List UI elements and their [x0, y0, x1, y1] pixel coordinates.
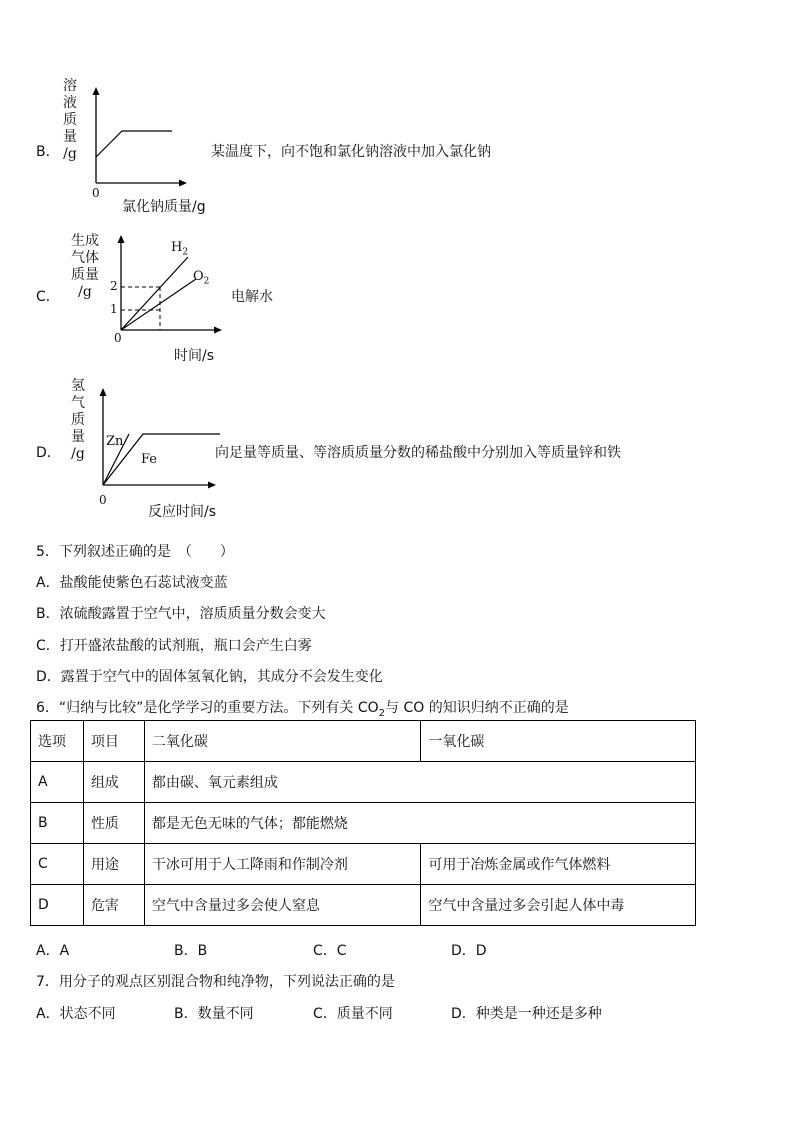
y-label-char: /g: [63, 146, 77, 162]
y-axis-label: [60, 78, 80, 163]
x-axis-arrow: [179, 180, 187, 187]
graph-c: [100, 230, 230, 340]
curve-mass: [96, 131, 172, 157]
stem-text: 6．“归纳与比较”是化学学习的重要方法。下列有关 CO: [36, 700, 379, 716]
y-label-char: 质: [63, 112, 77, 128]
series-label-o2: [193, 269, 209, 287]
y-label-line: 质量: [71, 267, 99, 283]
x-axis-label: 氯化钠质量/g: [122, 199, 206, 215]
header-cell: 一氧化碳: [421, 721, 696, 762]
tick-label-1: 1: [110, 302, 118, 316]
series-label-text: H: [171, 240, 183, 255]
header-cell: 项目: [83, 721, 144, 762]
header-cell: 选项: [31, 721, 84, 762]
y-label-char: /g: [71, 446, 85, 462]
option-description: 某温度下，向不饱和氯化钠溶液中加入氯化钠: [211, 144, 491, 160]
table-cell: 空气中含量过多会使人窒息: [144, 885, 421, 926]
answer-option[interactable]: A．状态不同: [36, 1006, 116, 1022]
y-label-char: 液: [63, 95, 77, 111]
table-cell: 空气中含量过多会引起人体中毒: [421, 885, 696, 926]
answer-option[interactable]: B．数量不同: [174, 1006, 254, 1022]
origin-label: 0: [92, 186, 100, 200]
stem-text: 与 CO 的知识归纳不正确的是: [385, 700, 569, 716]
table-cell: B: [31, 803, 84, 844]
answer-option[interactable]: C．打开盛浓盐酸的试剂瓶，瓶口会产生白雾: [36, 638, 312, 654]
table-cell-merged: 都由碳、氧元素组成: [144, 762, 695, 803]
y-axis-label: [68, 378, 88, 463]
table-cell: 危害: [83, 885, 144, 926]
y-axis-arrow: [93, 87, 100, 95]
y-label-char: 量: [63, 129, 77, 145]
option-description: 电解水: [231, 289, 273, 305]
answer-option[interactable]: A．盐酸能使紫色石蕊试液变蓝: [36, 575, 228, 591]
answer-option[interactable]: B．浓硫酸露置于空气中，溶质质量分数会变大: [36, 606, 326, 622]
y-label-char: 溶: [63, 78, 77, 94]
table-row: [31, 762, 696, 803]
comparison-table: [30, 720, 696, 926]
option-description: 向足量等质量、等溶质质量分数的稀盐酸中分别加入等质量锌和铁: [215, 445, 621, 461]
y-label-line: 生成: [71, 233, 99, 249]
answer-option[interactable]: B．B: [174, 943, 208, 959]
x-axis-arrow: [208, 482, 216, 489]
y-axis-arrow: [118, 235, 125, 243]
x-axis-arrow: [214, 327, 222, 334]
series-label-zn: Zn: [106, 434, 124, 449]
option-letter: C．: [36, 289, 60, 305]
stem-subscript: 2: [378, 707, 386, 719]
table-cell: 干冰可用于人工降雨和作制冷剂: [144, 844, 421, 885]
tick-label-2: 2: [110, 279, 118, 293]
y-axis-label: [68, 233, 102, 301]
header-cell: 二氧化碳: [144, 721, 421, 762]
graph-b: [80, 85, 200, 195]
table-cell: 性质: [83, 803, 144, 844]
y-label-line: 气体: [71, 250, 99, 266]
answer-option[interactable]: A．A: [36, 943, 70, 959]
option-letter: B．: [36, 144, 60, 160]
answer-option[interactable]: D．种类是一种还是多种: [451, 1006, 602, 1022]
answer-option[interactable]: D．D: [451, 943, 487, 959]
y-label-char: 量: [71, 429, 85, 445]
y-label-char: 质: [71, 412, 85, 428]
series-label-h2: [171, 240, 188, 258]
x-axis-label: 时间/s: [174, 348, 215, 364]
table-cell: 可用于冶炼金属或作气体燃料: [421, 844, 696, 885]
table-cell: A: [31, 762, 84, 803]
series-label-text: O: [193, 269, 204, 284]
table-cell-merged: 都是无色无味的气体；都能燃烧: [144, 803, 695, 844]
table-cell: 用途: [83, 844, 144, 885]
x-axis-label: 反应时间/s: [148, 504, 217, 520]
table-row: [31, 803, 696, 844]
question-stem: [36, 697, 569, 719]
line-h2: [121, 257, 188, 330]
table-row: [31, 844, 696, 885]
answer-option[interactable]: D．露置于空气中的固体氢氧化钠，其成分不会发生变化: [36, 669, 383, 685]
answer-option[interactable]: C．质量不同: [313, 1006, 393, 1022]
table-cell: D: [31, 885, 84, 926]
option-letter: D．: [36, 445, 61, 461]
table-row: [31, 885, 696, 926]
origin-label: 0: [99, 493, 107, 507]
table-cell: 组成: [83, 762, 144, 803]
answer-option[interactable]: C．C: [313, 943, 347, 959]
table-cell: C: [31, 844, 84, 885]
origin-label: 0: [114, 331, 122, 345]
series-label-subscript: 2: [203, 276, 210, 287]
y-label-char: 氢: [71, 378, 85, 394]
y-axis-arrow: [100, 388, 107, 396]
table-header-row: [31, 721, 696, 762]
series-label-subscript: 2: [182, 247, 189, 258]
y-label-char: 气: [71, 395, 85, 411]
question-stem: 7．用分子的观点区别混合物和纯净物，下列说法正确的是: [36, 974, 395, 990]
question-stem: 5．下列叙述正确的是 （ ）: [36, 544, 234, 560]
y-label-line: /g: [78, 284, 92, 300]
series-label-fe: Fe: [141, 452, 158, 467]
